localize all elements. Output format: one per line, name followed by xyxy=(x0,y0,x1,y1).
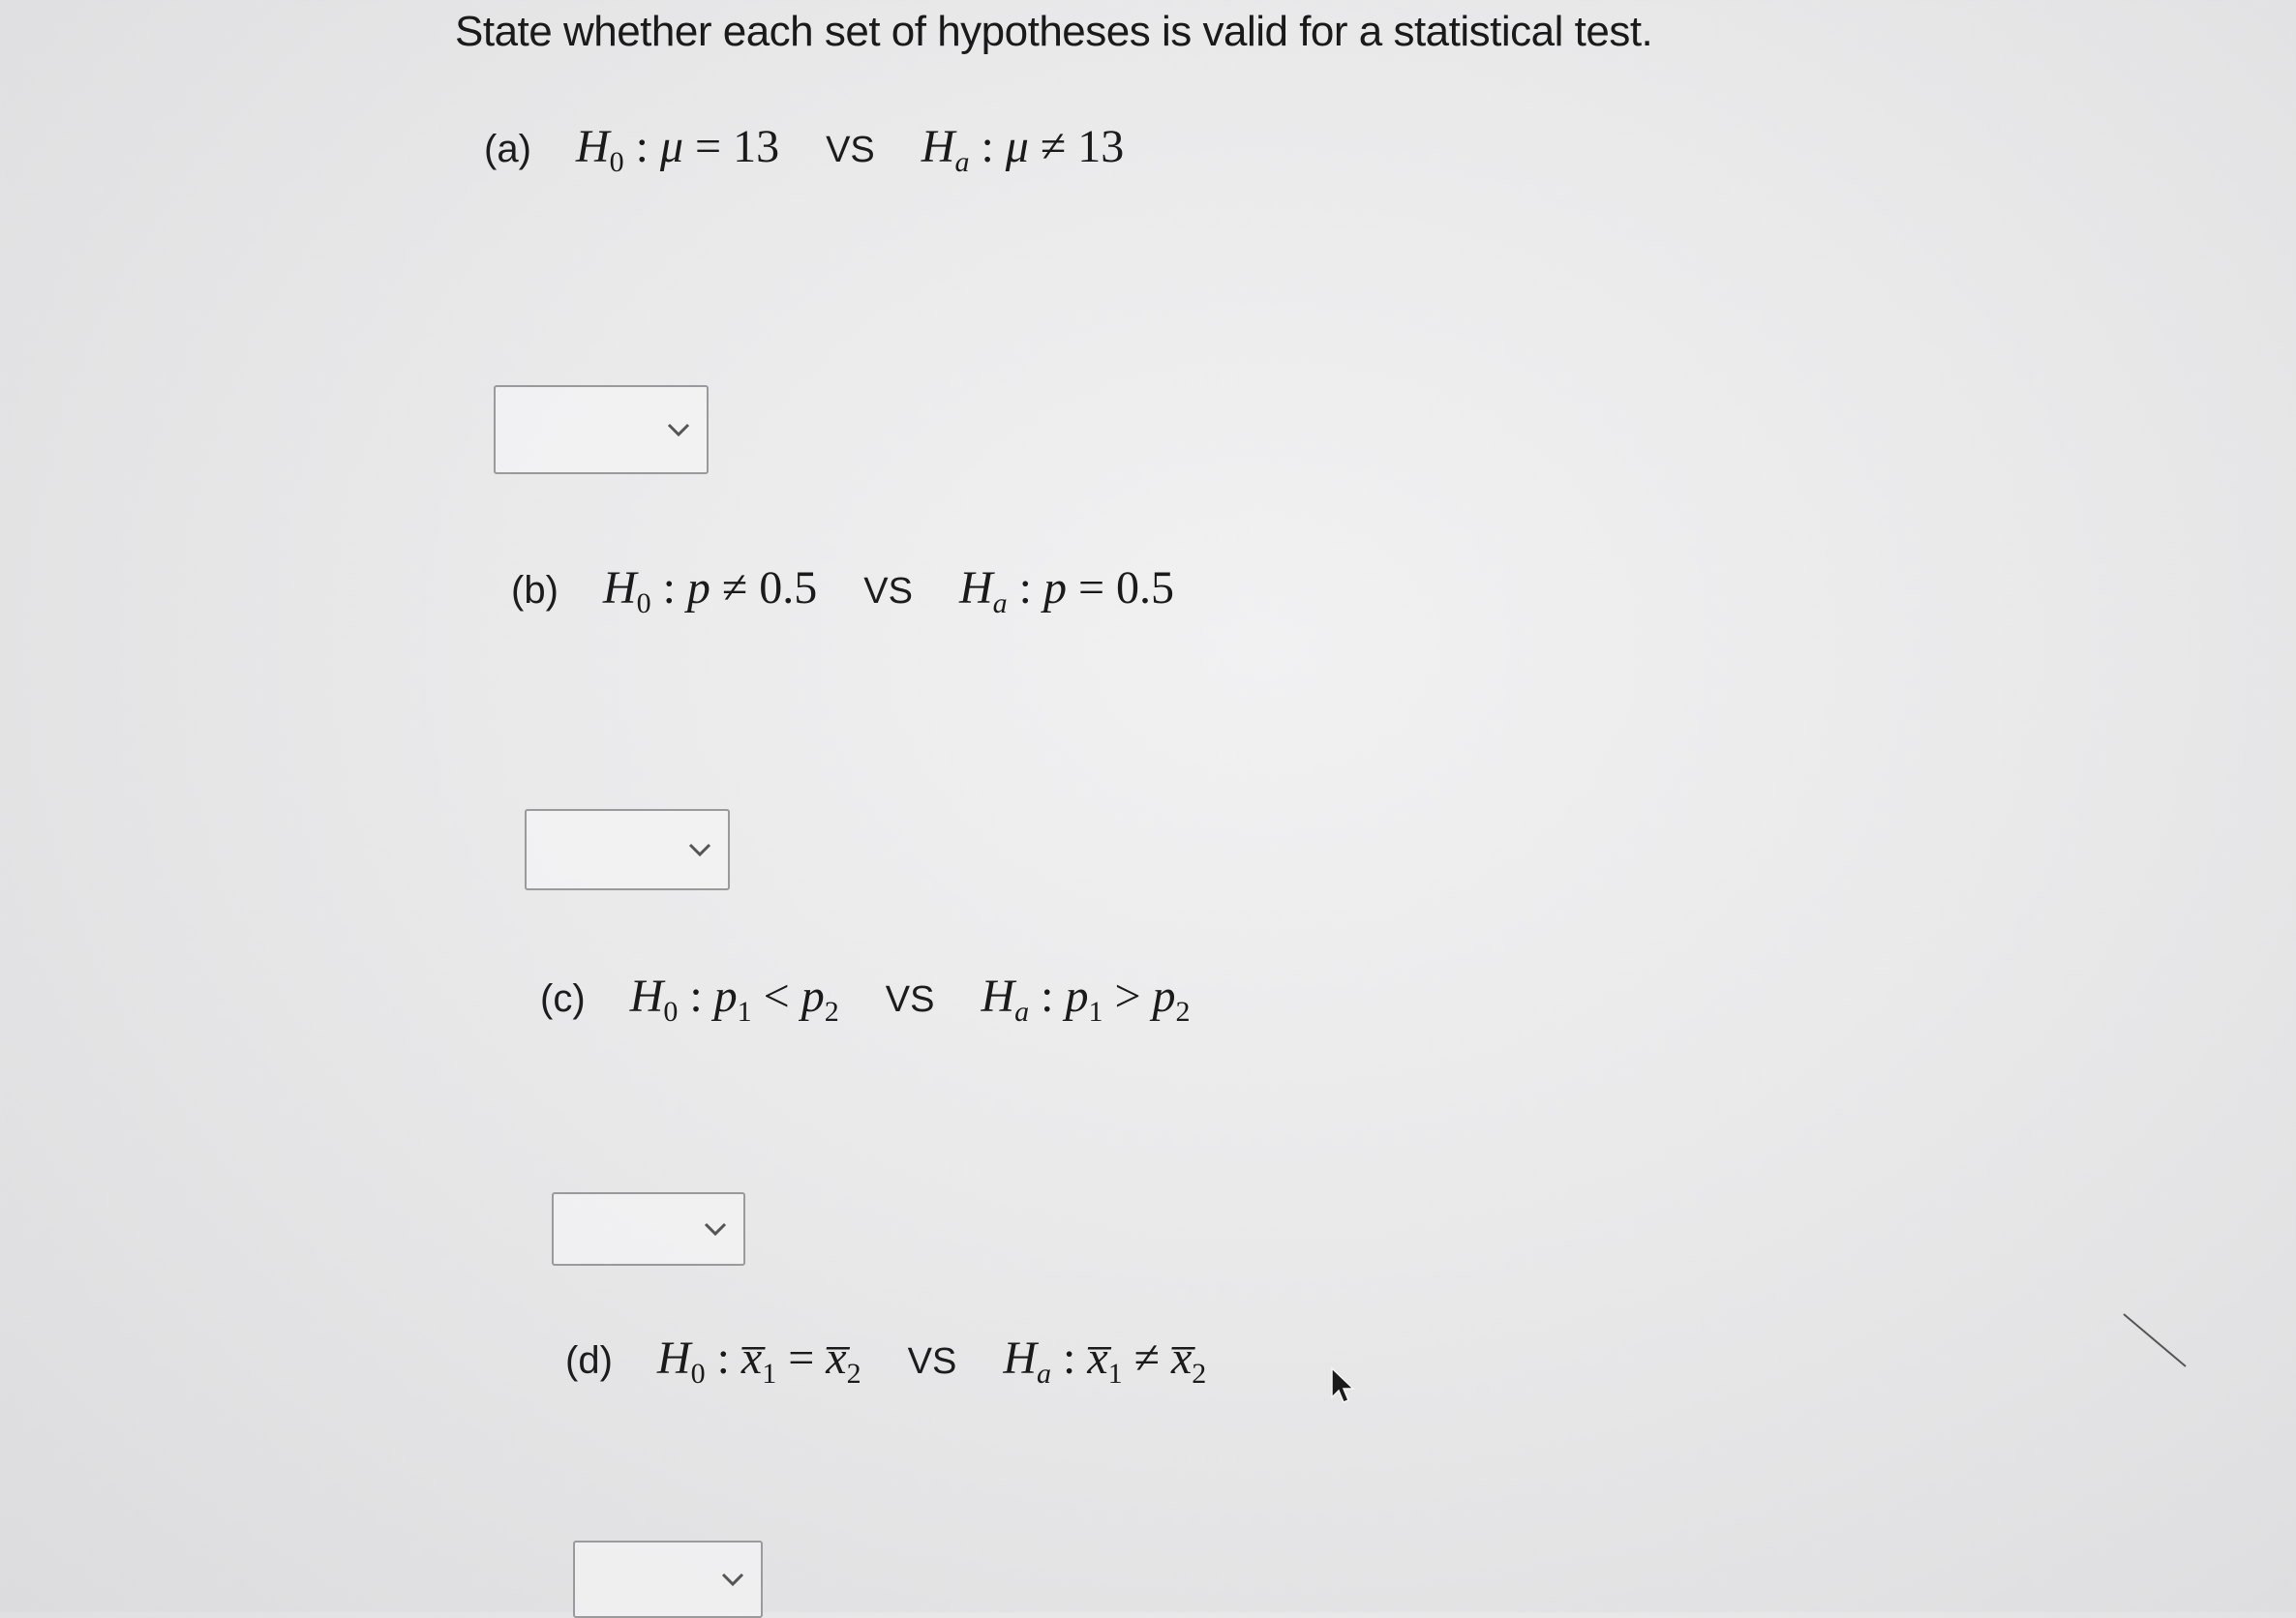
question-label: (d) xyxy=(565,1339,613,1382)
alternative-hypothesis: $H_a$ : $p_1 > p_2$ xyxy=(981,971,1191,1028)
chevron-down-icon xyxy=(666,422,691,437)
instruction-text: State whether each set of hypotheses is valid for a statistical test. xyxy=(455,8,1653,55)
vs-label: VS xyxy=(885,979,935,1020)
chevron-down-icon xyxy=(703,1221,728,1237)
answer-dropdown-c[interactable] xyxy=(552,1192,745,1266)
mouse-pointer-icon xyxy=(1330,1366,1357,1405)
answer-dropdown-b[interactable] xyxy=(525,809,730,890)
null-hypothesis: $H_0$ : $p_1 < p_2$ xyxy=(629,971,839,1028)
question-label: (b) xyxy=(511,569,559,612)
question-c xyxy=(540,970,1191,1029)
question-a xyxy=(484,120,1124,179)
chevron-down-icon xyxy=(720,1572,745,1587)
vs-label: VS xyxy=(907,1341,957,1382)
question-b xyxy=(511,561,1174,620)
alternative-hypothesis: $H_a$ : $x̅_1$ ≠ $x̅_2$ xyxy=(1003,1333,1207,1390)
alternative-hypothesis: $H_a$ : μ ≠ 13 xyxy=(921,121,1125,178)
null-hypothesis: $H_0$ : μ = 13 xyxy=(575,121,780,178)
vs-label: VS xyxy=(863,571,913,612)
null-hypothesis: $H_0$ : p ≠ 0.5 xyxy=(602,562,818,619)
answer-dropdown-d[interactable] xyxy=(573,1541,763,1618)
vs-label: VS xyxy=(826,130,875,170)
background-mark xyxy=(2122,1312,2190,1370)
null-hypothesis: $H_0$ : $x̅_1$ = $x̅_2$ xyxy=(656,1333,861,1390)
alternative-hypothesis: $H_a$ : p = 0.5 xyxy=(958,562,1175,619)
question-label: (c) xyxy=(540,977,586,1020)
question-d xyxy=(565,1332,1206,1391)
question-label: (a) xyxy=(484,128,531,170)
answer-dropdown-a[interactable] xyxy=(494,385,709,474)
chevron-down-icon xyxy=(687,842,712,857)
